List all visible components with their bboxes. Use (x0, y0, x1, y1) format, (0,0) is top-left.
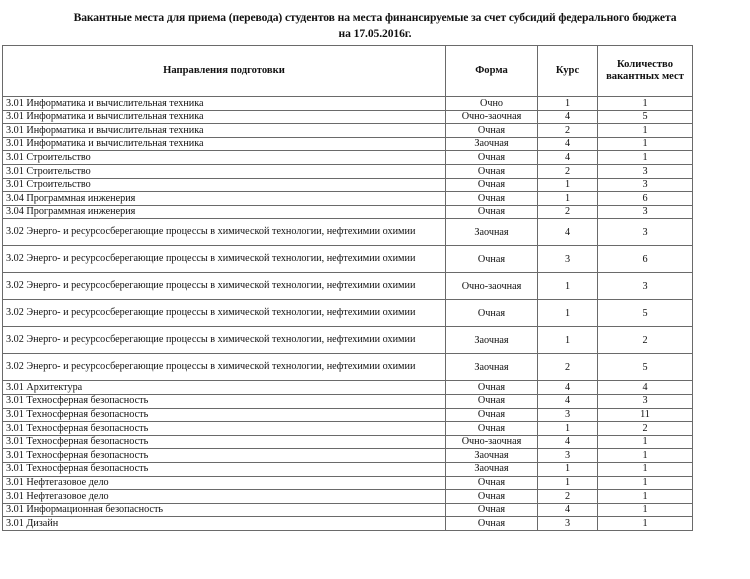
cell-count: 3 (598, 273, 693, 300)
table-row (3, 327, 693, 354)
table-row (3, 273, 693, 300)
cell-course: 1 (538, 97, 598, 111)
cell-program: 3.02 Энерго- и ресурсосберегающие процессы в химической технологии, нефтехимии охимии (3, 273, 446, 300)
cell-course: 1 (538, 273, 598, 300)
cell-course: 2 (538, 205, 598, 219)
cell-count: 2 (598, 422, 693, 436)
table-row (3, 490, 693, 504)
cell-count: 3 (598, 205, 693, 219)
cell-form: Заочная (446, 354, 538, 381)
cell-form: Очно-заочная (446, 110, 538, 124)
cell-form: Очная (446, 246, 538, 273)
cell-form: Заочная (446, 137, 538, 151)
cell-form: Заочная (446, 462, 538, 476)
cell-program: 3.01 Нефтегазовое дело (3, 476, 446, 490)
cell-course: 3 (538, 517, 598, 531)
table-row (3, 394, 693, 408)
cell-count: 6 (598, 192, 693, 206)
table-row (3, 137, 693, 151)
column-header-form: Форма (446, 46, 538, 97)
cell-program: 3.01 Строительство (3, 164, 446, 178)
cell-course: 3 (538, 449, 598, 463)
cell-program: 3.02 Энерго- и ресурсосберегающие процессы в химической технологии, нефтехимии охимии (3, 327, 446, 354)
cell-count: 2 (598, 327, 693, 354)
cell-course: 4 (538, 503, 598, 517)
cell-course: 1 (538, 476, 598, 490)
cell-program: 3.02 Энерго- и ресурсосберегающие процессы в химической технологии, нефтехимии охимии (3, 219, 446, 246)
table-row (3, 517, 693, 531)
page-title-line1: Вакантные места для приема (перевода) студентов на места финансируемые за счет субсидий федерального бюджета (73, 11, 677, 24)
cell-form: Очная (446, 178, 538, 192)
cell-course: 3 (538, 246, 598, 273)
cell-form: Очная (446, 300, 538, 327)
cell-count: 1 (598, 151, 693, 165)
cell-course: 2 (538, 490, 598, 504)
table-row (3, 381, 693, 395)
cell-course: 4 (538, 219, 598, 246)
cell-program: 3.01 Архитектура (3, 381, 446, 395)
cell-form: Очно-заочная (446, 273, 538, 300)
cell-count: 1 (598, 490, 693, 504)
cell-count: 3 (598, 178, 693, 192)
table-header (3, 46, 693, 97)
table-row (3, 151, 693, 165)
table-row (3, 246, 693, 273)
cell-course: 1 (538, 327, 598, 354)
table-body (3, 97, 693, 531)
cell-form: Очно-заочная (446, 435, 538, 449)
cell-form: Очная (446, 381, 538, 395)
column-header-course: Курс (538, 46, 598, 97)
cell-program: 3.02 Энерго- и ресурсосберегающие процессы в химической технологии, нефтехимии охимии (3, 354, 446, 381)
cell-form: Очная (446, 422, 538, 436)
cell-course: 4 (538, 110, 598, 124)
cell-form: Очная (446, 517, 538, 531)
cell-count: 1 (598, 137, 693, 151)
cell-count: 5 (598, 110, 693, 124)
cell-course: 1 (538, 422, 598, 436)
cell-course: 1 (538, 192, 598, 206)
cell-count: 4 (598, 381, 693, 395)
cell-program: 3.01 Техносферная безопасность (3, 408, 446, 422)
cell-program: 3.04 Программная инженерия (3, 205, 446, 219)
cell-count: 1 (598, 517, 693, 531)
table-row (3, 97, 693, 111)
table-header-row (3, 46, 693, 97)
cell-count: 1 (598, 462, 693, 476)
cell-count: 11 (598, 408, 693, 422)
cell-program: 3.01 Техносферная безопасность (3, 435, 446, 449)
page-title-line2: на 17.05.2016г. (338, 26, 412, 40)
cell-form: Очная (446, 205, 538, 219)
cell-count: 1 (598, 97, 693, 111)
table-row (3, 219, 693, 246)
table-row (3, 408, 693, 422)
cell-program: 3.01 Нефтегазовое дело (3, 490, 446, 504)
cell-course: 4 (538, 151, 598, 165)
cell-form: Очная (446, 476, 538, 490)
cell-form: Заочная (446, 219, 538, 246)
cell-count: 3 (598, 394, 693, 408)
cell-course: 1 (538, 178, 598, 192)
table-row (3, 192, 693, 206)
cell-course: 2 (538, 354, 598, 381)
cell-course: 2 (538, 124, 598, 138)
table-row (3, 205, 693, 219)
cell-count: 5 (598, 300, 693, 327)
table-row (3, 354, 693, 381)
table-row (3, 422, 693, 436)
cell-form: Заочная (446, 327, 538, 354)
cell-count: 6 (598, 246, 693, 273)
cell-form: Очная (446, 408, 538, 422)
cell-course: 4 (538, 137, 598, 151)
table-row (3, 300, 693, 327)
cell-form: Очная (446, 151, 538, 165)
table-row (3, 449, 693, 463)
cell-count: 3 (598, 219, 693, 246)
cell-count: 1 (598, 476, 693, 490)
table-row (3, 164, 693, 178)
cell-course: 4 (538, 435, 598, 449)
column-header-count: Количество вакантных мест (598, 46, 693, 97)
vacancies-table (2, 45, 693, 531)
cell-form: Очная (446, 192, 538, 206)
cell-program: 3.01 Техносферная безопасность (3, 422, 446, 436)
cell-program: 3.01 Информатика и вычислительная техника (3, 110, 446, 124)
cell-program: 3.01 Информационная безопасность (3, 503, 446, 517)
cell-program: 3.01 Техносферная безопасность (3, 394, 446, 408)
cell-program: 3.01 Техносферная безопасность (3, 449, 446, 463)
cell-course: 1 (538, 462, 598, 476)
cell-form: Очная (446, 124, 538, 138)
cell-count: 5 (598, 354, 693, 381)
cell-form: Заочная (446, 449, 538, 463)
table-row (3, 503, 693, 517)
cell-course: 4 (538, 394, 598, 408)
cell-form: Очная (446, 503, 538, 517)
cell-program: 3.01 Информатика и вычислительная техника (3, 124, 446, 138)
cell-count: 1 (598, 124, 693, 138)
cell-program: 3.01 Строительство (3, 178, 446, 192)
cell-count: 1 (598, 449, 693, 463)
cell-program: 3.01 Техносферная безопасность (3, 462, 446, 476)
cell-course: 4 (538, 381, 598, 395)
cell-program: 3.01 Информатика и вычислительная техника (3, 97, 446, 111)
cell-form: Очная (446, 490, 538, 504)
cell-program: 3.02 Энерго- и ресурсосберегающие процессы в химической технологии, нефтехимии охимии (3, 246, 446, 273)
cell-course: 2 (538, 164, 598, 178)
cell-program: 3.01 Строительство (3, 151, 446, 165)
cell-count: 3 (598, 164, 693, 178)
table-row (3, 462, 693, 476)
table-row (3, 476, 693, 490)
cell-count: 1 (598, 435, 693, 449)
table-row (3, 110, 693, 124)
table-row (3, 435, 693, 449)
cell-program: 3.02 Энерго- и ресурсосберегающие процессы в химической технологии, нефтехимии охимии (3, 300, 446, 327)
cell-form: Очная (446, 164, 538, 178)
cell-form: Очно (446, 97, 538, 111)
table-row (3, 178, 693, 192)
page-title (0, 0, 750, 41)
column-header-program: Направления подготовки (3, 46, 446, 97)
cell-program: 3.04 Программная инженерия (3, 192, 446, 206)
cell-program: 3.01 Дизайн (3, 517, 446, 531)
cell-program: 3.01 Информатика и вычислительная техника (3, 137, 446, 151)
cell-course: 1 (538, 300, 598, 327)
cell-course: 3 (538, 408, 598, 422)
cell-count: 1 (598, 503, 693, 517)
cell-form: Очная (446, 394, 538, 408)
table-row (3, 124, 693, 138)
